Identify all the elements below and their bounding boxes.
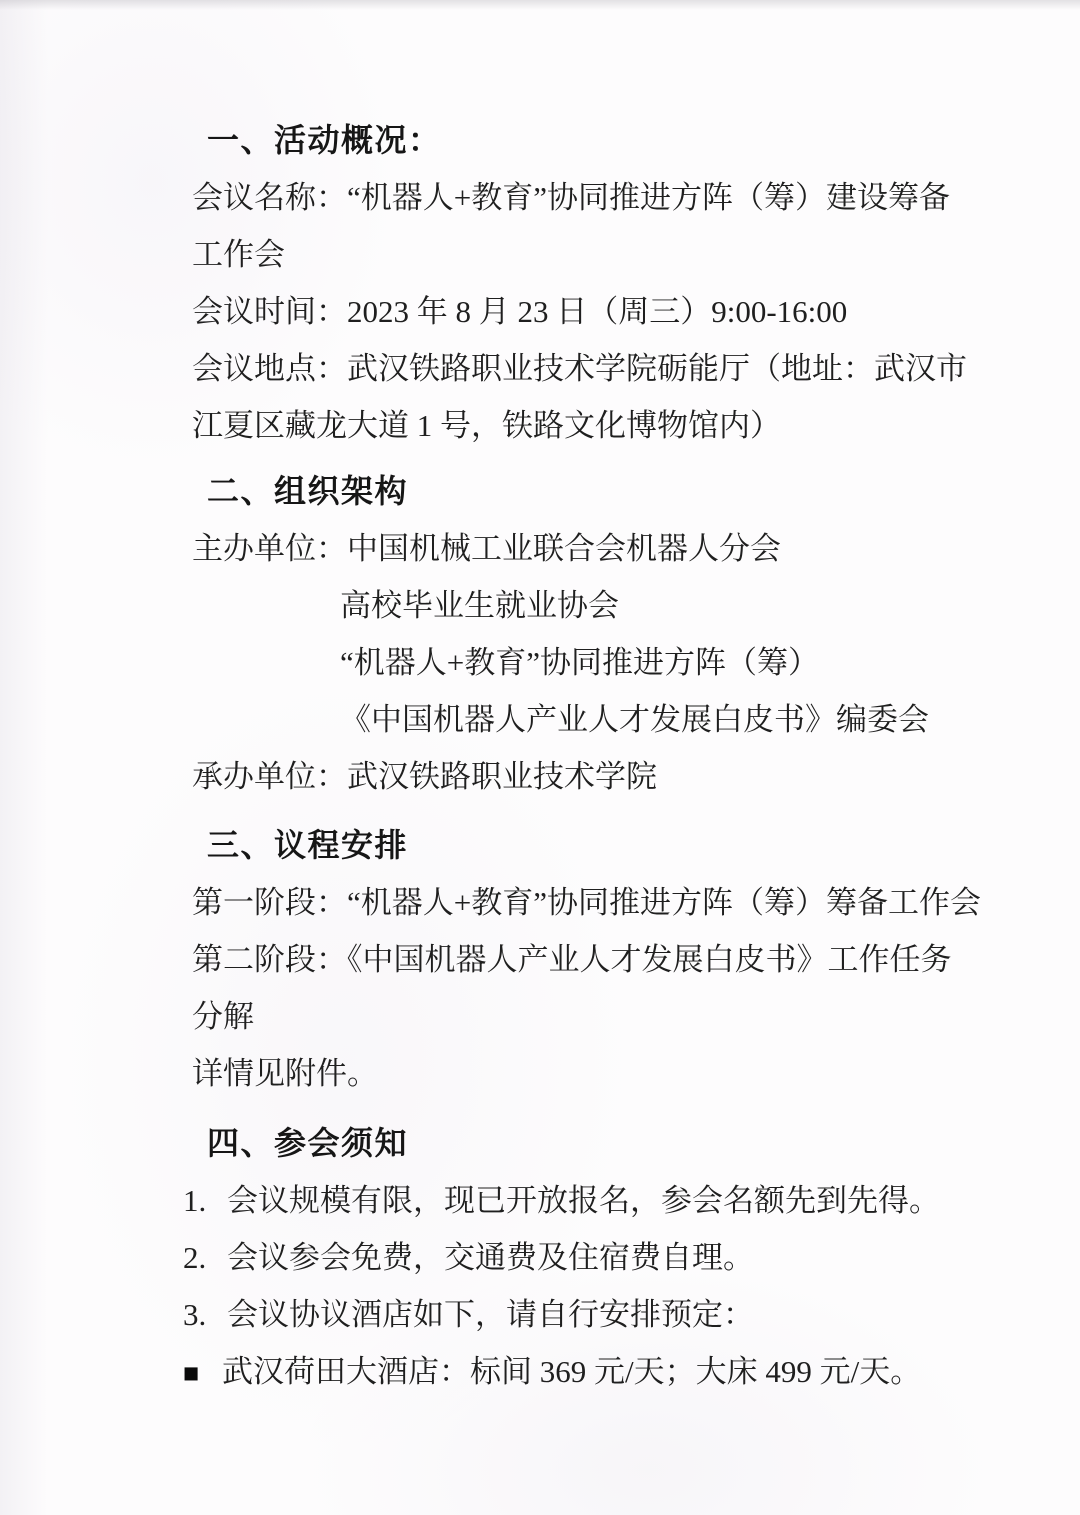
list-item-1: [183, 1172, 1080, 1229]
paragraph-host-unit-4: 《中国机器人产业人才发展白皮书》编委会: [340, 702, 929, 737]
list-number: 3.: [183, 1297, 207, 1332]
hotel-bullet-text: 武汉荷田大酒店：标间 369 元/天；大床 499 元/天。: [222, 1354, 922, 1389]
paragraph-host-unit-2: 高校毕业生就业协会: [340, 588, 619, 623]
paragraph-meeting-location-1: 会议地点：武汉铁路职业技术学院砺能厅（地址：武汉市: [192, 351, 967, 386]
list-item-text: 会议参会免费，交通费及住宿费自理。: [227, 1240, 754, 1275]
paragraph-see-attachment: 详情见附件。: [192, 1056, 378, 1091]
list-item-text: 会议协议酒店如下，请自行安排预定：: [227, 1297, 754, 1332]
hotel-bullet-item: [183, 1343, 1080, 1400]
paragraph-agenda-stage-1: 第一阶段：“机器人+教育”协同推进方阵（筹）筹备工作会: [192, 885, 981, 920]
section-heading-2: 二、组织架构: [207, 473, 409, 509]
paragraph-meeting-name-2: 工作会: [192, 237, 285, 272]
paragraph-organizer-unit: 承办单位：武汉铁路职业技术学院: [192, 759, 657, 794]
paragraph-meeting-time: 会议时间：2023 年 8 月 23 日（周三）9:00-16:00: [192, 294, 848, 329]
paragraph-agenda-stage-2b: 分解: [192, 999, 254, 1034]
section-heading-1: 一、活动概况：: [207, 122, 442, 158]
section-heading-3: 三、议程安排: [207, 827, 409, 863]
bullet-square-icon: ■: [183, 1358, 200, 1388]
paragraph-agenda-stage-2a: 第二阶段：《中国机器人产业人才发展白皮书》工作任务: [192, 942, 952, 977]
section-heading-4: 四、参会须知: [207, 1125, 409, 1161]
list-item-text: 会议规模有限，现已开放报名，参会名额先到先得。: [227, 1183, 940, 1218]
paragraph-host-unit-1: 主办单位：中国机械工业联合会机器人分会: [192, 531, 781, 566]
list-number: 2.: [183, 1240, 207, 1275]
list-item-3: [183, 1286, 1080, 1343]
list-number: 1.: [183, 1183, 207, 1218]
paragraph-meeting-name-1: 会议名称：“机器人+教育”协同推进方阵（筹）建设筹备: [192, 180, 950, 215]
list-item-2: [183, 1229, 1080, 1286]
paragraph-host-unit-3: “机器人+教育”协同推进方阵（筹）: [340, 645, 819, 680]
paragraph-meeting-location-2: 江夏区藏龙大道 1 号，铁路文化博物馆内）: [192, 408, 781, 443]
